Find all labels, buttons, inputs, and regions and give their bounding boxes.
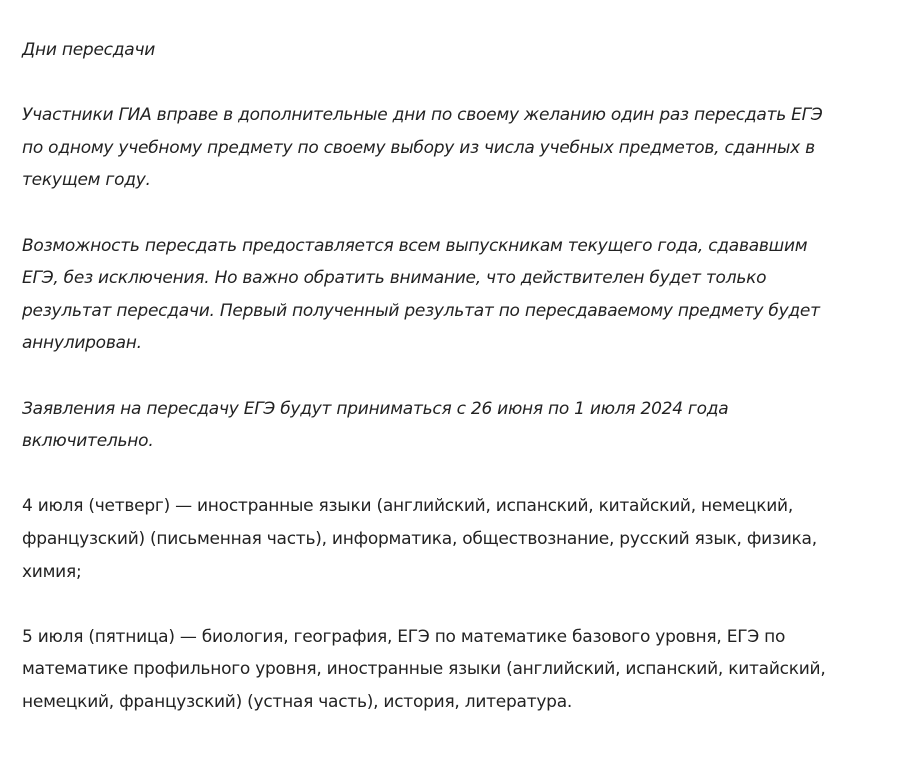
- text-line: аннулирован.: [22, 333, 142, 354]
- text-line: ЕГЭ, без исключения. Но важно обратить внимание, что действителен будет только: [22, 268, 767, 289]
- text-line: математике профильного уровня, иностранные языки (английский, испанский, китайский,: [22, 659, 826, 680]
- text-line: Возможность пересдать предоставляется всем выпускникам текущего года, сдававшим: [22, 235, 808, 256]
- text-line: химия;: [22, 561, 82, 582]
- schedule-day-july-5: [22, 621, 902, 719]
- text-line: Заявления на пересдачу ЕГЭ будут приниматься с 26 июня по 1 июля 2024 года: [22, 398, 729, 419]
- text-line: результат пересдачи. Первый полученный результат по пересдаваемому предмету будет: [22, 300, 820, 321]
- text-line: французский) (письменная часть), информатика, обществознание, русский язык, физика,: [22, 528, 817, 549]
- paragraph-retake-right: [22, 99, 902, 197]
- text-line: 5 июля (пятница) — биология, география, ЕГЭ по математике базового уровня, ЕГЭ по: [22, 626, 786, 647]
- text-line: по одному учебному предмету по своему выбору из числа учебных предметов, сданных в: [22, 137, 815, 158]
- text-line: текущем году.: [22, 170, 151, 191]
- section-heading: [22, 34, 902, 67]
- text-line: Участники ГИА вправе в дополнительные дни по своему желанию один раз пересдать ЕГЭ: [22, 105, 823, 126]
- paragraph-retake-conditions: [22, 230, 902, 360]
- schedule-day-july-4: [22, 490, 902, 588]
- paragraph-application-dates: [22, 393, 902, 458]
- paragraph-spacer: [22, 197, 902, 230]
- text-line: 4 июля (четверг) — иностранные языки (английский, испанский, китайский, немецкий,: [22, 496, 793, 517]
- paragraph-spacer: [22, 67, 902, 100]
- article-body: [22, 34, 902, 718]
- text-line: немецкий, французский) (устная часть), история, литература.: [22, 691, 573, 712]
- heading-text: Дни пересдачи: [22, 40, 156, 60]
- paragraph-spacer: [22, 458, 902, 491]
- paragraph-spacer: [22, 360, 902, 393]
- paragraph-spacer: [22, 588, 902, 621]
- text-line: включительно.: [22, 431, 154, 452]
